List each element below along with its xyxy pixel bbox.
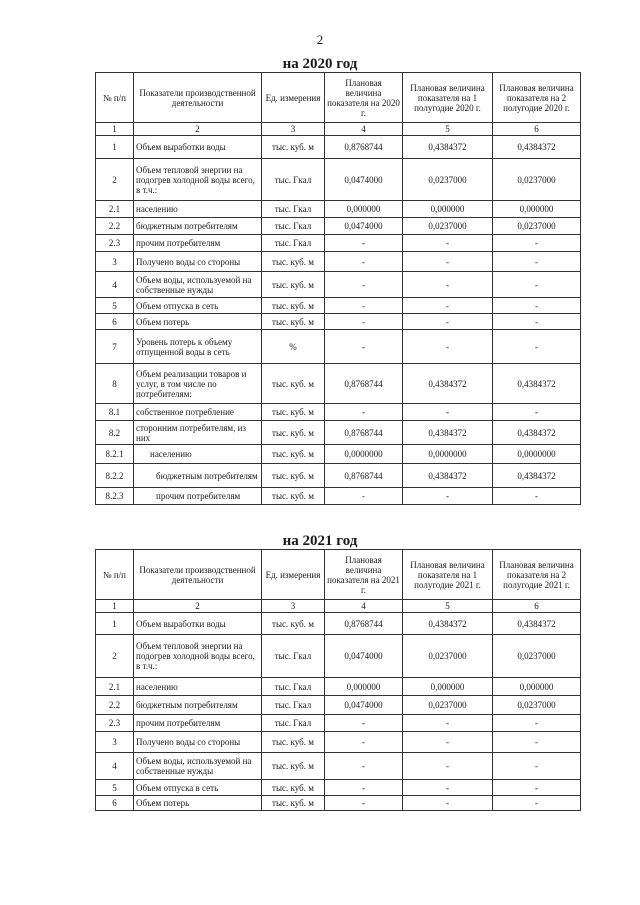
indicator-name-cell: Объем воды, используемой на собственные нужды [134, 753, 262, 780]
unit-cell: тыс. куб. м [262, 364, 325, 404]
plan-half-2-cell: 0,0237000 [493, 159, 581, 201]
column-number: 3 [262, 600, 325, 613]
plan-half-1-cell: - [403, 235, 493, 252]
plan-half-2-cell: 0,000000 [493, 678, 581, 696]
table-row [96, 136, 581, 159]
row-number-cell: 3 [96, 732, 134, 753]
indicator-name-cell: прочим потребителям [134, 715, 262, 732]
indicator-name-cell: населению [134, 201, 262, 218]
plan-year-cell: - [325, 314, 403, 330]
header-row [96, 73, 581, 123]
section-title-2020: на 2020 год [282, 56, 358, 72]
plan-half-2-cell: 0,4384372 [493, 613, 581, 635]
column-header-indicator-name: Показатели производственной деятельности [134, 73, 262, 123]
row-number-cell: 2.3 [96, 715, 134, 732]
plan-half-1-cell: - [403, 796, 493, 811]
plan-half-1-cell: - [403, 298, 493, 314]
plan-year-cell: - [325, 715, 403, 732]
plan-year-cell: 0,0474000 [325, 218, 403, 235]
indicator-name-cell: Объем тепловой энергии на подогрев холодной воды всего, в т.ч.: [134, 159, 262, 201]
column-header-plan-half-1: Плановая величина показателя на 1 полугодие 2021 г. [403, 550, 493, 600]
indicator-name-cell: бюджетным потребителям [134, 218, 262, 235]
unit-cell: тыс. куб. м [262, 404, 325, 421]
table-row [96, 272, 581, 298]
indicator-name-cell: Объем тепловой энергии на подогрев холодной воды всего, в т.ч.: [134, 635, 262, 678]
unit-cell: тыс. Гкал [262, 678, 325, 696]
table-row [96, 252, 581, 272]
column-header-plan-year: Плановая величина показателя на 2021 г. [325, 550, 403, 600]
indicator-name-cell: Объем воды, используемой на собственные нужды [134, 272, 262, 298]
unit-cell: тыс. Гкал [262, 159, 325, 201]
plan-half-1-cell: 0,000000 [403, 201, 493, 218]
row-number-cell: 8.2 [96, 421, 134, 445]
row-number-cell: 2.1 [96, 678, 134, 696]
unit-cell: тыс. куб. м [262, 136, 325, 159]
plan-half-2-cell: - [493, 780, 581, 796]
row-number-cell: 6 [96, 314, 134, 330]
row-number-cell: 2.3 [96, 235, 134, 252]
plan-year-cell: - [325, 404, 403, 421]
plan-half-2-cell: 0,4384372 [493, 136, 581, 159]
unit-cell: тыс. Гкал [262, 218, 325, 235]
plan-half-1-cell: 0,4384372 [403, 613, 493, 635]
row-number-cell: 6 [96, 796, 134, 811]
plan-year-cell: 0,0474000 [325, 635, 403, 678]
plan-half-2-cell: 0,0000000 [493, 445, 581, 464]
indicator-name-cell: Объем выработки воды [134, 136, 262, 159]
plan-year-cell: - [325, 796, 403, 811]
unit-cell: тыс. куб. м [262, 464, 325, 488]
indicator-name-cell: сторонним потребителям, из них [134, 421, 262, 445]
indicator-name-cell: собственное потребление [134, 404, 262, 421]
column-number: 5 [403, 600, 493, 613]
plan-year-cell: - [325, 753, 403, 780]
indicator-name-cell: Объем отпуска в сеть [134, 780, 262, 796]
column-number: 5 [403, 123, 493, 136]
table-row [96, 201, 581, 218]
column-number: 1 [96, 600, 134, 613]
unit-cell: % [262, 330, 325, 364]
unit-cell: тыс. куб. м [262, 780, 325, 796]
plan-half-2-cell: - [493, 272, 581, 298]
indicator-name-cell: Объем реализации товаров и услуг, в том числе по потребителям: [134, 364, 262, 404]
column-number-row [96, 600, 581, 613]
plan-year-cell: - [325, 298, 403, 314]
column-header-row-number: № п/п [96, 550, 134, 600]
column-header-plan-year: Плановая величина показателя на 2020 г. [325, 73, 403, 123]
plan-half-2-cell: - [493, 314, 581, 330]
indicator-name-cell: населению [134, 678, 262, 696]
unit-cell: тыс. куб. м [262, 796, 325, 811]
plan-half-2-cell: 0,0237000 [493, 218, 581, 235]
row-number-cell: 2.2 [96, 696, 134, 715]
unit-cell: тыс. куб. м [262, 753, 325, 780]
plan-year-cell: 0,8768744 [325, 421, 403, 445]
plan-half-1-cell: 0,4384372 [403, 364, 493, 404]
plan-half-2-cell: - [493, 715, 581, 732]
table-row [96, 445, 581, 464]
plan-year-cell: - [325, 488, 403, 505]
plan-half-1-cell: 0,0237000 [403, 635, 493, 678]
unit-cell: тыс. Гкал [262, 235, 325, 252]
plan-half-1-cell: - [403, 780, 493, 796]
column-number-row [96, 123, 581, 136]
column-number: 2 [134, 123, 262, 136]
plan-table-2020 [95, 72, 581, 505]
plan-half-2-cell: 0,0237000 [493, 635, 581, 678]
row-number-cell: 5 [96, 780, 134, 796]
row-number-cell: 8 [96, 364, 134, 404]
row-number-cell: 2.1 [96, 201, 134, 218]
unit-cell: тыс. Гкал [262, 715, 325, 732]
column-header-unit: Ед. измерения [262, 73, 325, 123]
plan-year-cell: - [325, 252, 403, 272]
column-number: 2 [134, 600, 262, 613]
header-row [96, 550, 581, 600]
table-row [96, 235, 581, 252]
column-header-plan-half-2: Плановая величина показателя на 2 полугодие 2020 г. [493, 73, 581, 123]
indicator-name-cell: Получено воды со стороны [134, 252, 262, 272]
table-row [96, 404, 581, 421]
unit-cell: тыс. куб. м [262, 298, 325, 314]
plan-half-2-cell: 0,4384372 [493, 364, 581, 404]
row-number-cell: 2.2 [96, 218, 134, 235]
unit-cell: тыс. куб. м [262, 421, 325, 445]
plan-half-1-cell: - [403, 330, 493, 364]
plan-half-2-cell: - [493, 298, 581, 314]
unit-cell: тыс. куб. м [262, 252, 325, 272]
plan-year-cell: 0,8768744 [325, 613, 403, 635]
indicator-name-cell: Уровень потерь к объему отпущенной воды в сеть [134, 330, 262, 364]
plan-table-2021 [95, 549, 581, 811]
table-row [96, 488, 581, 505]
unit-cell: тыс. куб. м [262, 488, 325, 505]
plan-half-1-cell: 0,4384372 [403, 136, 493, 159]
plan-year-cell: - [325, 780, 403, 796]
table-row [96, 696, 581, 715]
plan-half-2-cell: 0,000000 [493, 201, 581, 218]
table-row [96, 314, 581, 330]
plan-half-1-cell: 0,0237000 [403, 218, 493, 235]
plan-half-1-cell: 0,0000000 [403, 445, 493, 464]
plan-half-1-cell: - [403, 272, 493, 298]
plan-year-cell: 0,000000 [325, 678, 403, 696]
plan-half-2-cell: - [493, 330, 581, 364]
column-number: 1 [96, 123, 134, 136]
row-number-cell: 3 [96, 252, 134, 272]
table-row [96, 421, 581, 445]
plan-year-cell: - [325, 272, 403, 298]
plan-half-1-cell: 0,4384372 [403, 464, 493, 488]
table-row [96, 715, 581, 732]
unit-cell: тыс. Гкал [262, 635, 325, 678]
plan-half-1-cell: - [403, 715, 493, 732]
column-header-indicator-name: Показатели производственной деятельности [134, 550, 262, 600]
plan-half-1-cell: 0,0237000 [403, 696, 493, 715]
row-number-cell: 4 [96, 272, 134, 298]
row-number-cell: 8.2.3 [96, 488, 134, 505]
indicator-name-cell: Получено воды со стороны [134, 732, 262, 753]
row-number-cell: 7 [96, 330, 134, 364]
table-row [96, 678, 581, 696]
plan-year-cell: 0,0474000 [325, 696, 403, 715]
indicator-name-cell: Объем выработки воды [134, 613, 262, 635]
plan-year-cell: 0,8768744 [325, 464, 403, 488]
page-number: 2 [316, 32, 324, 47]
table-row [96, 364, 581, 404]
table-row [96, 780, 581, 796]
plan-half-2-cell: - [493, 488, 581, 505]
plan-half-1-cell: - [403, 252, 493, 272]
column-header-plan-half-1: Плановая величина показателя на 1 полугодие 2020 г. [403, 73, 493, 123]
column-number: 6 [493, 600, 581, 613]
column-header-plan-half-2: Плановая величина показателя на 2 полугодие 2021 г. [493, 550, 581, 600]
unit-cell: тыс. куб. м [262, 445, 325, 464]
row-number-cell: 4 [96, 753, 134, 780]
plan-half-1-cell: - [403, 404, 493, 421]
plan-half-1-cell: 0,4384372 [403, 421, 493, 445]
plan-half-2-cell: - [493, 753, 581, 780]
column-number: 6 [493, 123, 581, 136]
section-title-2021: на 2021 год [282, 533, 358, 549]
plan-half-1-cell: - [403, 314, 493, 330]
row-number-cell: 5 [96, 298, 134, 314]
column-number: 4 [325, 600, 403, 613]
table-row [96, 732, 581, 753]
table-row [96, 796, 581, 811]
row-number-cell: 8.2.2 [96, 464, 134, 488]
plan-half-2-cell: 0,4384372 [493, 464, 581, 488]
table-row [96, 753, 581, 780]
column-header-row-number: № п/п [96, 73, 134, 123]
table-row [96, 330, 581, 364]
indicator-name-cell: Объем потерь [134, 796, 262, 811]
plan-half-2-cell: - [493, 252, 581, 272]
plan-year-cell: 0,8768744 [325, 136, 403, 159]
column-number: 3 [262, 123, 325, 136]
unit-cell: тыс. куб. м [262, 732, 325, 753]
row-number-cell: 8.2.1 [96, 445, 134, 464]
table-row [96, 464, 581, 488]
row-number-cell: 2 [96, 159, 134, 201]
table-row [96, 635, 581, 678]
plan-year-cell: 0,0474000 [325, 159, 403, 201]
indicator-name-cell: прочим потребителям [134, 235, 262, 252]
plan-half-2-cell: 0,4384372 [493, 421, 581, 445]
plan-half-1-cell: - [403, 753, 493, 780]
indicator-name-cell: бюджетным потребителям [134, 464, 262, 488]
plan-half-2-cell: - [493, 796, 581, 811]
column-number: 4 [325, 123, 403, 136]
plan-year-cell: 0,000000 [325, 201, 403, 218]
plan-half-1-cell: - [403, 732, 493, 753]
plan-half-2-cell: - [493, 235, 581, 252]
plan-half-2-cell: 0,0237000 [493, 696, 581, 715]
unit-cell: тыс. Гкал [262, 696, 325, 715]
indicator-name-cell: бюджетным потребителям [134, 696, 262, 715]
plan-half-2-cell: - [493, 404, 581, 421]
indicator-name-cell: прочим потребителям [134, 488, 262, 505]
unit-cell: тыс. куб. м [262, 272, 325, 298]
plan-year-cell: - [325, 330, 403, 364]
indicator-name-cell: населению [134, 445, 262, 464]
plan-half-1-cell: 0,0237000 [403, 159, 493, 201]
row-number-cell: 1 [96, 136, 134, 159]
unit-cell: тыс. куб. м [262, 613, 325, 635]
row-number-cell: 1 [96, 613, 134, 635]
unit-cell: тыс. Гкал [262, 201, 325, 218]
indicator-name-cell: Объем отпуска в сеть [134, 298, 262, 314]
plan-year-cell: - [325, 732, 403, 753]
row-number-cell: 2 [96, 635, 134, 678]
plan-half-2-cell: - [493, 732, 581, 753]
unit-cell: тыс. куб. м [262, 314, 325, 330]
column-header-unit: Ед. измерения [262, 550, 325, 600]
table-row [96, 298, 581, 314]
table-row [96, 159, 581, 201]
plan-year-cell: 0,0000000 [325, 445, 403, 464]
indicator-name-cell: Объем потерь [134, 314, 262, 330]
row-number-cell: 8.1 [96, 404, 134, 421]
table-row [96, 613, 581, 635]
plan-half-1-cell: 0,000000 [403, 678, 493, 696]
plan-year-cell: 0,8768744 [325, 364, 403, 404]
table-row [96, 218, 581, 235]
plan-half-1-cell: - [403, 488, 493, 505]
plan-year-cell: - [325, 235, 403, 252]
